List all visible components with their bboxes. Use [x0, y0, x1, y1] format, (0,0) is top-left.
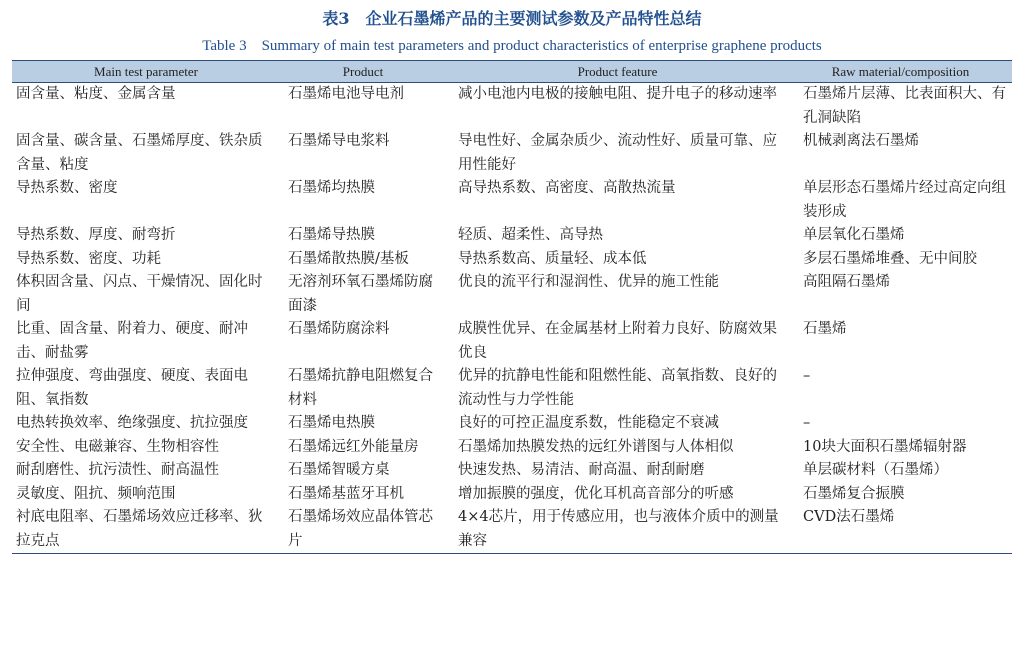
cell-raw-material: CVD法石墨烯: [789, 506, 1012, 554]
cell-test-parameter: 耐刮磨性、抗污渍性、耐高温性: [16, 462, 219, 478]
cell-product-feature: 良好的可控正温度系数，性能稳定不衰减: [458, 415, 719, 431]
table-caption-chinese: 表3 企业石墨烯产品的主要测试参数及产品特性总结: [322, 9, 702, 28]
cell-test-parameter: 拉伸强度、弯曲强度、硬度、表面电阻、氧指数: [16, 368, 248, 408]
cell-product: 石墨烯电池导电剂: [288, 86, 404, 102]
cell-raw-material: 单层碳材料（石墨烯）: [803, 462, 948, 478]
table-row: [12, 506, 1012, 554]
table-row: [12, 318, 1012, 365]
cell-product: 石墨烯导热膜: [288, 227, 375, 243]
cell-product: 石墨烯基蓝牙耳机: [288, 485, 404, 502]
cell-product: 石墨烯导电浆料: [288, 133, 390, 149]
table-caption-english: Table 3 Summary of main test parameters and product characteristics of enterprise graphene products: [202, 38, 822, 54]
header-product: Product: [280, 61, 446, 83]
cell-raw-material: –: [803, 368, 811, 384]
cell-raw-material: 10块大面积石墨烯辐射器: [803, 438, 967, 455]
table-body: [12, 83, 1012, 554]
cell-raw-material: 石墨烯: [803, 321, 847, 337]
table-row: [12, 248, 1012, 272]
table-row: [12, 483, 1012, 507]
cell-product-feature: 导电性好、金属杂质少、流动性好、质量可靠、应用性能好: [458, 133, 777, 173]
table-row: [12, 224, 1012, 248]
cell-test-parameter: 固含量、粘度、金属含量: [16, 86, 176, 102]
cell-product: 石墨烯防腐涂料: [288, 321, 390, 337]
cell-test-parameter: 灵敏度、阻抗、频响范围: [16, 485, 176, 502]
cell-product-feature: 增加振膜的强度，优化耳机高音部分的听感: [458, 485, 734, 502]
cell-raw-material: 单层氧化石墨烯: [803, 227, 905, 243]
cell-raw-material: 石墨烯复合振膜: [803, 485, 905, 502]
summary-table: [12, 60, 1012, 554]
cell-product-feature: 减小电池内电极的接触电阻、提升电子的移动速率: [458, 86, 777, 102]
cell-product: 无溶剂环氧石墨烯防腐面漆: [288, 274, 433, 314]
cell-test-parameter: 导热系数、密度、功耗: [16, 250, 161, 267]
header-product-feature: Product feature: [446, 61, 789, 83]
cell-product: 石墨烯智暖方桌: [288, 462, 390, 478]
header-main-test-parameter: Main test parameter: [12, 61, 280, 83]
table-container: [12, 60, 1012, 554]
table-row: [12, 83, 1012, 131]
cell-product-feature: 成膜性优异、在金属基材上附着力良好、防腐效果优良: [458, 321, 777, 361]
cell-product: 石墨烯散热膜/基板: [288, 250, 409, 267]
cell-test-parameter: 电热转换效率、绝缘强度、抗拉强度: [16, 415, 248, 431]
table-row: [12, 130, 1012, 177]
cell-test-parameter: 衬底电阻率、石墨烯场效应迁移率、狄拉克点: [12, 506, 280, 554]
cell-product: 石墨烯远红外能量房: [288, 438, 419, 455]
table-row: [12, 412, 1012, 436]
cell-raw-material: 高阻隔石墨烯: [803, 274, 890, 290]
cell-raw-material: 机械剥离法石墨烯: [803, 133, 919, 149]
cell-product-feature: 4×4芯片，用于传感应用，也与液体介质中的测量兼容: [446, 506, 789, 554]
cell-test-parameter: 导热系数、密度: [16, 180, 118, 196]
cell-product-feature: 石墨烯加热膜发热的远红外谱图与人体相似: [458, 438, 734, 455]
cell-raw-material: 多层石墨烯堆叠、无中间胶: [803, 250, 977, 267]
cell-product-feature: 优良的流平行和湿润性、优异的施工性能: [458, 274, 719, 290]
table-row: [12, 459, 1012, 483]
cell-product: 石墨烯抗静电阻燃复合材料: [288, 368, 433, 408]
cell-raw-material: 石墨烯片层薄、比表面积大、有孔洞缺陷: [803, 86, 1006, 126]
cell-raw-material: –: [803, 415, 811, 431]
cell-product-feature: 优异的抗静电性能和阻燃性能、高氧指数、良好的流动性与力学性能: [458, 368, 777, 408]
cell-product-feature: 高导热系数、高密度、高散热流量: [458, 180, 676, 196]
cell-test-parameter: 导热系数、厚度、耐弯折: [16, 227, 176, 243]
cell-test-parameter: 安全性、电磁兼容、生物相容性: [16, 438, 219, 455]
cell-test-parameter: 比重、固含量、附着力、硬度、耐冲击、耐盐雾: [16, 321, 248, 361]
table-header-row: [12, 61, 1012, 83]
table-row: [12, 365, 1012, 412]
cell-raw-material: 单层形态石墨烯片经过高定向组装形成: [803, 180, 1006, 220]
cell-test-parameter: 固含量、碳含量、石墨烯厚度、铁杂质含量、粘度: [16, 133, 263, 173]
table-row: [12, 177, 1012, 224]
cell-product: 石墨烯均热膜: [288, 180, 375, 196]
cell-product: 石墨烯场效应晶体管芯片: [280, 506, 446, 554]
table-row: [12, 436, 1012, 460]
cell-product: 石墨烯电热膜: [288, 415, 375, 431]
cell-product-feature: 导热系数高、质量轻、成本低: [458, 250, 647, 267]
cell-product-feature: 快速发热、易清洁、耐高温、耐刮耐磨: [458, 462, 705, 478]
cell-test-parameter: 体积固含量、闪点、干燥情况、固化时间: [16, 274, 263, 314]
cell-product-feature: 轻质、超柔性、高导热: [458, 227, 603, 243]
table-row: [12, 271, 1012, 318]
header-raw-material: Raw material/composition: [789, 61, 1012, 83]
